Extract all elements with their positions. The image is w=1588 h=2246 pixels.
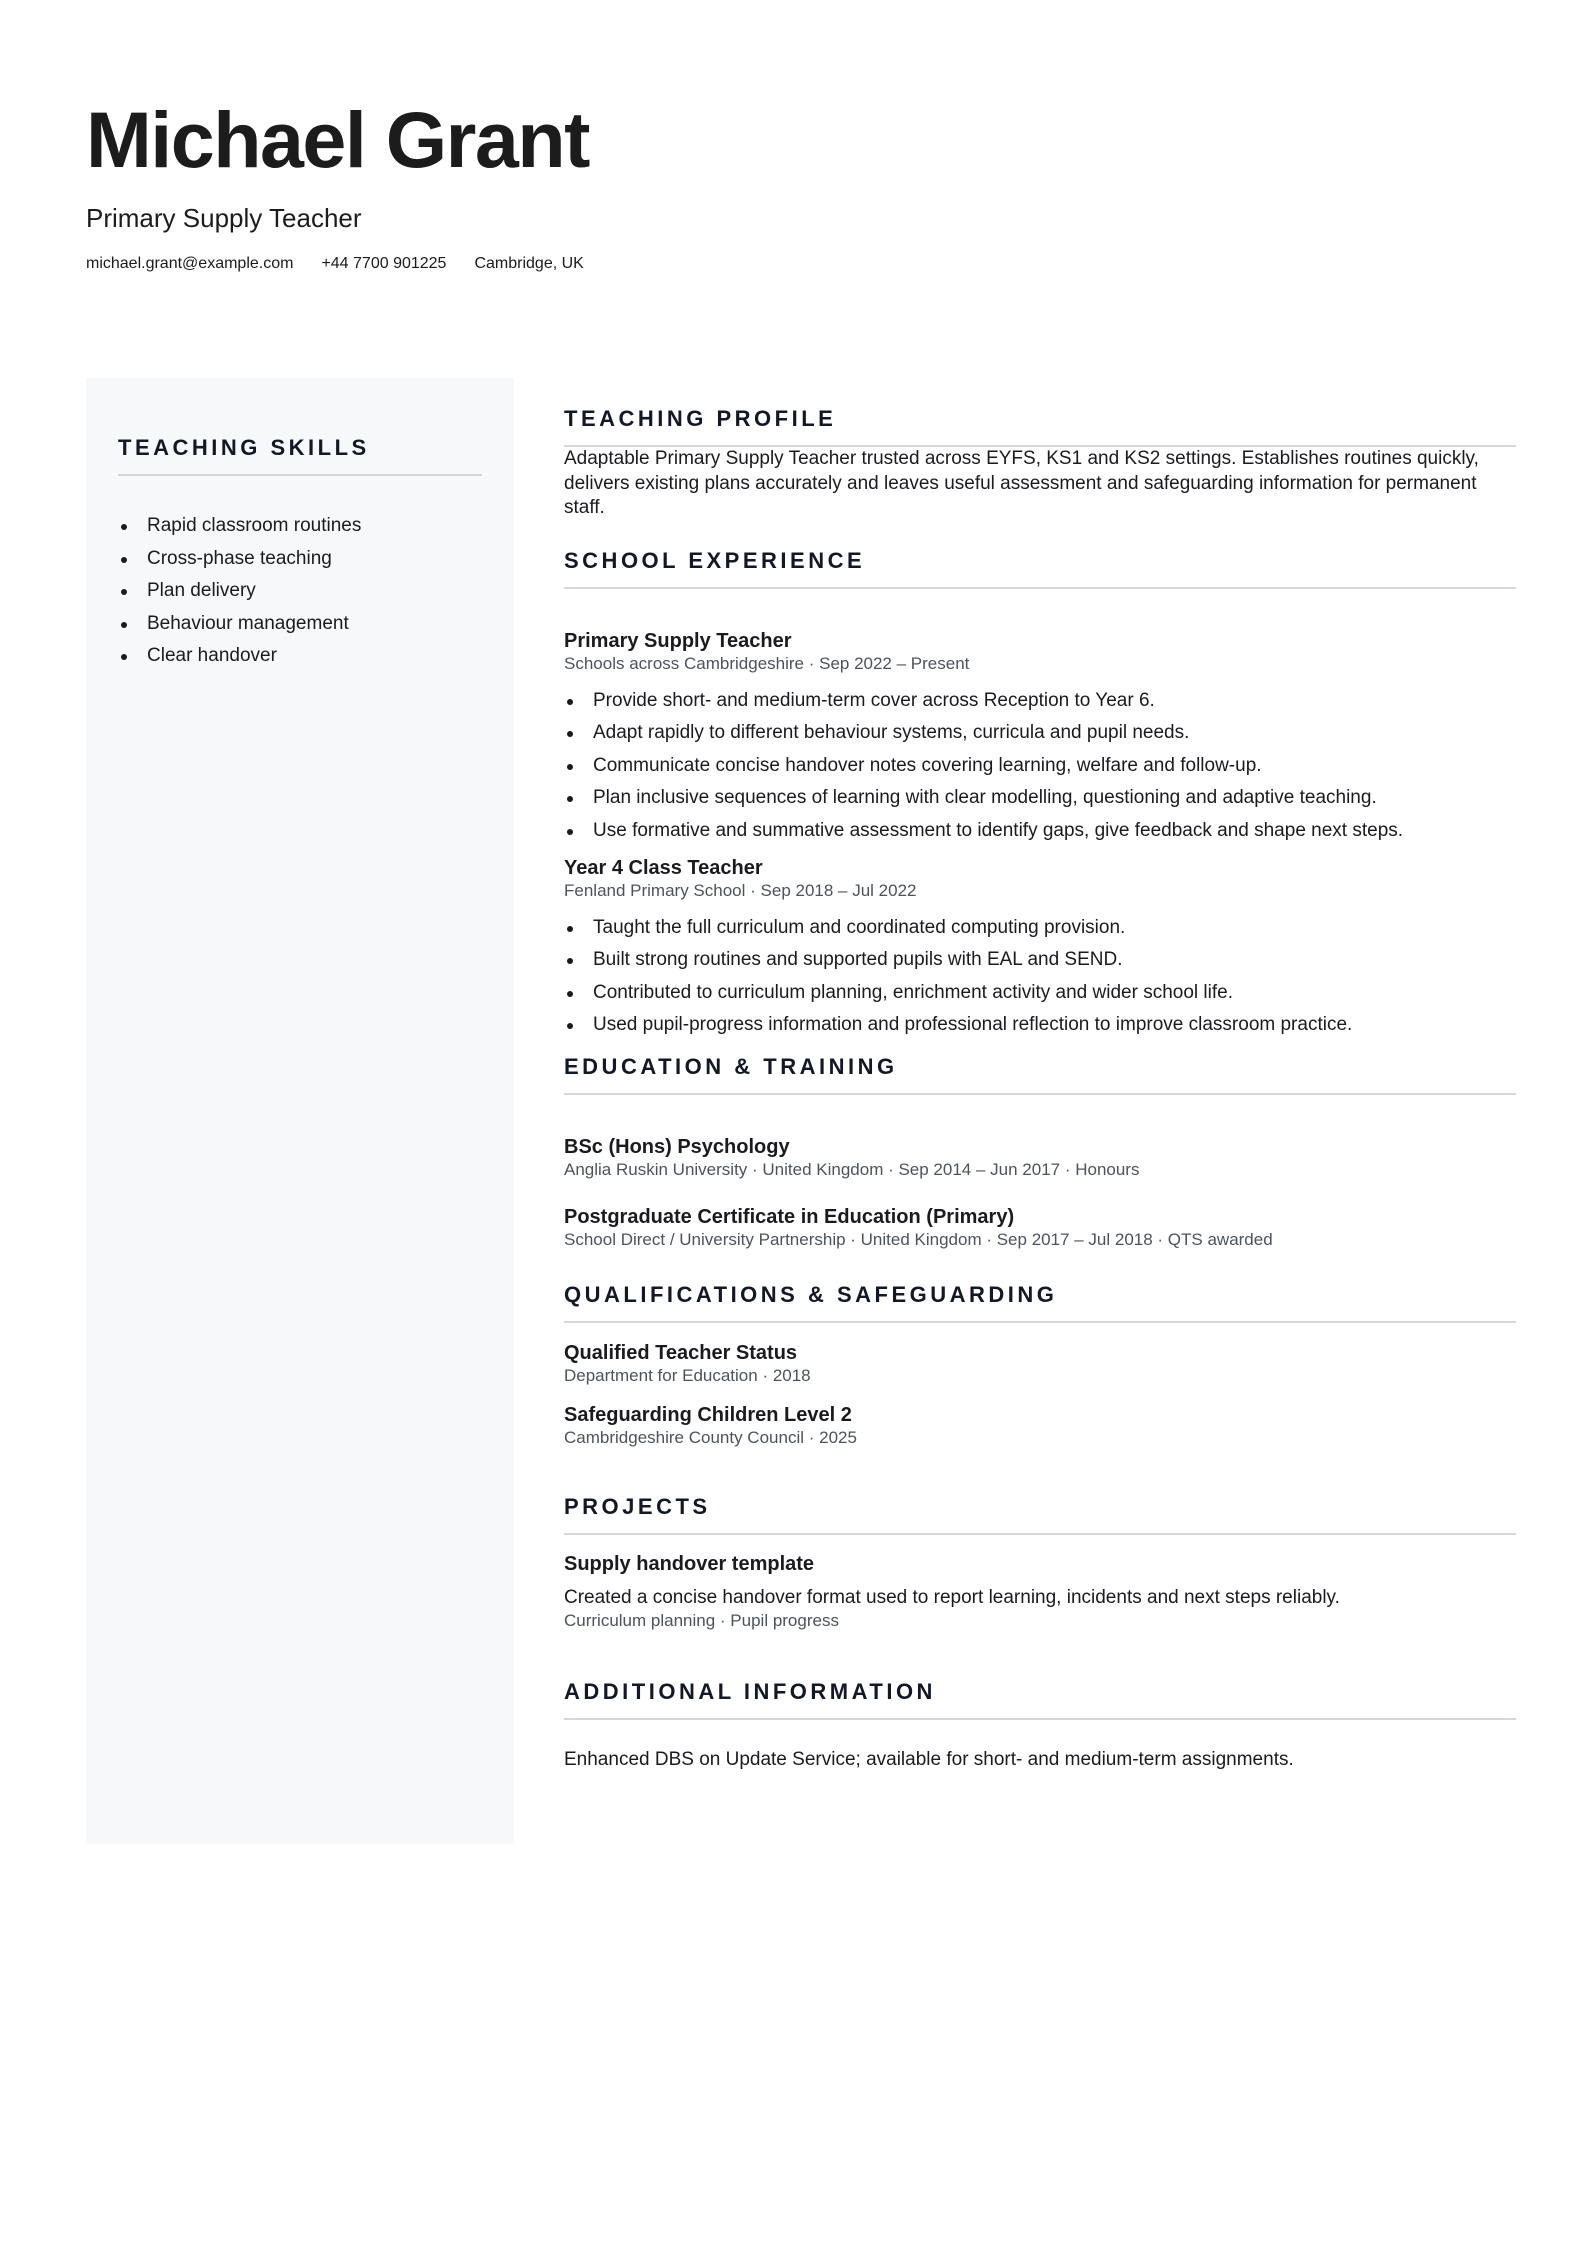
qualification-meta: Cambridgeshire County Council · 2025 bbox=[564, 1428, 857, 1447]
skill-item: Cross-phase teaching bbox=[118, 547, 482, 571]
section-divider bbox=[564, 1321, 1516, 1323]
section-divider bbox=[564, 1718, 1516, 1720]
job-bullet: Contributed to curriculum planning, enrichment activity and wider school life. bbox=[564, 981, 1516, 1005]
skill-item: Plan delivery bbox=[118, 579, 482, 603]
experience-heading: SCHOOL EXPERIENCE bbox=[564, 547, 866, 573]
job-meta: Schools across Cambridgeshire · Sep 2022 – Present bbox=[564, 653, 970, 673]
candidate-role: Primary Supply Teacher bbox=[86, 203, 362, 233]
job-entry bbox=[564, 856, 1516, 1038]
education-section bbox=[564, 1053, 1516, 1251]
job-title: Year 4 Class Teacher bbox=[564, 856, 763, 879]
resume-header bbox=[86, 96, 1506, 274]
section-divider bbox=[564, 1093, 1516, 1095]
profile-text: Adaptable Primary Supply Teacher trusted across EYFS, KS1 and KS2 settings. Establishes routines quickly, delivers existing plans accurately and leaves useful assessment and safeguarding information for permanent staff. bbox=[564, 448, 1479, 518]
job-bullet: Plan inclusive sequences of learning with clear modelling, questioning and adaptive teaching. bbox=[564, 786, 1516, 810]
job-bullet: Adapt rapidly to different behaviour systems, curricula and pupil needs. bbox=[564, 721, 1516, 745]
additional-heading: ADDITIONAL INFORMATION bbox=[564, 1679, 936, 1704]
contact-line bbox=[86, 254, 1506, 274]
contact-phone[interactable]: +44 7700 901225 bbox=[321, 255, 447, 272]
projects-section bbox=[564, 1493, 1516, 1632]
skill-item: Behaviour management bbox=[118, 612, 482, 636]
job-bullet: Built strong routines and supported pupils with EAL and SEND. bbox=[564, 948, 1516, 972]
education-title: BSc (Hons) Psychology bbox=[564, 1136, 790, 1158]
job-meta: Fenland Primary School · Sep 2018 – Jul 2022 bbox=[564, 880, 917, 900]
qualification-title: Qualified Teacher Status bbox=[564, 1342, 798, 1364]
skills-heading: TEACHING SKILLS bbox=[118, 435, 370, 460]
skills-list bbox=[118, 514, 482, 668]
job-title: Primary Supply Teacher bbox=[564, 629, 792, 652]
profile-section bbox=[564, 405, 1516, 521]
section-divider bbox=[118, 474, 482, 476]
experience-section bbox=[564, 547, 1516, 1038]
project-title: Supply handover template bbox=[564, 1553, 815, 1575]
qualification-entry bbox=[564, 1403, 1516, 1449]
job-bullet: Taught the full curriculum and coordinated computing provision. bbox=[564, 916, 1516, 940]
additional-section bbox=[564, 1678, 1516, 1772]
qualifications-section bbox=[564, 1281, 1516, 1449]
qualification-title: Safeguarding Children Level 2 bbox=[564, 1404, 852, 1426]
project-entry bbox=[564, 1552, 1516, 1632]
job-entry bbox=[564, 629, 1516, 843]
profile-heading: TEACHING PROFILE bbox=[564, 406, 837, 431]
qualification-meta: Department for Education · 2018 bbox=[564, 1366, 811, 1385]
job-bullet: Used pupil-progress information and professional reflection to improve classroom practice. bbox=[564, 1013, 1516, 1037]
job-bullets bbox=[564, 916, 1516, 1038]
job-bullet: Use formative and summative assessment to identify gaps, give feedback and shape next steps. bbox=[564, 819, 1516, 843]
education-meta: Anglia Ruskin University · United Kingdom · Sep 2014 – Jun 2017 · Honours bbox=[564, 1160, 1140, 1179]
job-bullets bbox=[564, 689, 1516, 843]
education-heading: EDUCATION & TRAINING bbox=[564, 1054, 898, 1079]
contact-location: Cambridge, UK bbox=[474, 255, 584, 272]
main-column bbox=[564, 405, 1516, 1772]
skill-item: Rapid classroom routines bbox=[118, 514, 482, 538]
education-entry bbox=[564, 1205, 1516, 1251]
additional-text: Enhanced DBS on Update Service; available for short- and medium-term assignments. bbox=[564, 1749, 1294, 1770]
projects-heading: PROJECTS bbox=[564, 1494, 711, 1519]
project-description: Created a concise handover format used to report learning, incidents and next steps reliably. bbox=[564, 1587, 1340, 1608]
education-title: Postgraduate Certificate in Education (Primary) bbox=[564, 1206, 1015, 1228]
section-divider bbox=[564, 1533, 1516, 1535]
qualification-entry bbox=[564, 1341, 1516, 1387]
education-meta: School Direct / University Partnership · United Kingdom · Sep 2017 – Jul 2018 · QTS awarded bbox=[564, 1230, 1273, 1249]
sidebar bbox=[86, 378, 514, 1844]
education-entry bbox=[564, 1135, 1516, 1181]
job-bullet: Provide short- and medium-term cover across Reception to Year 6. bbox=[564, 689, 1516, 713]
qualifications-heading: QUALIFICATIONS & SAFEGUARDING bbox=[564, 1282, 1058, 1307]
skill-item: Clear handover bbox=[118, 644, 482, 668]
project-tags: Curriculum planning · Pupil progress bbox=[564, 1611, 839, 1630]
job-bullet: Communicate concise handover notes covering learning, welfare and follow-up. bbox=[564, 754, 1516, 778]
contact-email[interactable]: michael.grant@example.com bbox=[86, 255, 294, 272]
section-divider bbox=[564, 587, 1516, 589]
candidate-name: Michael Grant bbox=[86, 95, 589, 184]
